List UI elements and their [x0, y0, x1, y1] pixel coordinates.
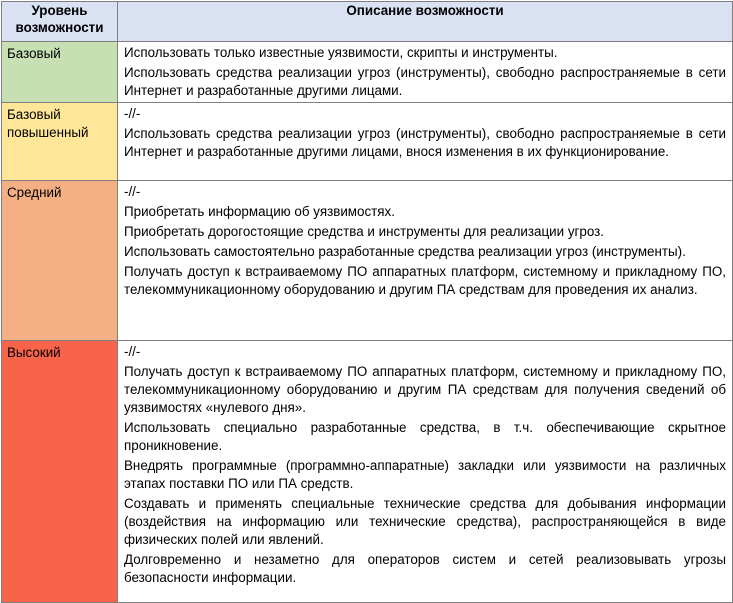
capability-item: -//-	[124, 106, 141, 121]
capability-item: Приобретать информацию об уязвимостях.	[124, 204, 395, 219]
capability-item: Получать доступ к встраиваемому ПО аппаратных платформ, системному и прикладному ПО, телекоммуникационному оборудованию и другим ПА средствам для получения сведений об уязвимостях «нулевого дня».	[124, 364, 726, 415]
capability-item: Получать доступ к встраиваемому ПО аппаратных платформ, системному и прикладному ПО, телекоммуникационному оборудованию и другим ПА средствам для проведения их анализ.	[124, 264, 726, 297]
level-cell-basic-plus: Базовый повышенный	[2, 103, 118, 181]
description-cell	[118, 181, 733, 341]
level-cell-basic: Базовый	[2, 42, 118, 103]
capability-item: Использовать только известные уязвимости, скрипты и инструменты.	[124, 45, 558, 60]
capability-item: -//-	[124, 184, 141, 199]
capability-item: Использовать специально разработанные средства, в т.ч. обеспечивающие скрытное проникновение.	[124, 420, 726, 453]
capability-item: Использовать самостоятельно разработанные средства реализации угроз (инструменты).	[124, 244, 686, 259]
capabilities-table	[1, 1, 733, 603]
capability-item: Использовать средства реализации угроз (инструменты), свободно распространяемые в сети Интернет и разработанные другими лицами.	[124, 65, 726, 98]
level-cell-high: Высокий	[2, 341, 118, 603]
table-row	[2, 181, 733, 341]
capability-item: Долговременно и незаметно для операторов систем и сетей реализовывать угрозы безопасности информации.	[124, 552, 726, 585]
capability-item: Создавать и применять специальные технические средства для добывания информации (воздействия на информацию или технические средства), распространяющейся в виде физических полей или явлений.	[124, 496, 726, 547]
header-level: Уровень возможности	[2, 2, 118, 42]
description-cell	[118, 103, 733, 181]
level-cell-medium: Средний	[2, 181, 118, 341]
description-cell	[118, 341, 733, 603]
capability-item: Внедрять программные (программно-аппаратные) закладки или уязвимости на различных этапах поставки ПО или ПА средств.	[124, 458, 726, 491]
table-header-row	[2, 2, 733, 42]
header-description: Описание возможности	[118, 2, 733, 42]
table-row	[2, 42, 733, 103]
description-cell	[118, 42, 733, 103]
table-row	[2, 341, 733, 603]
capability-item: -//-	[124, 344, 141, 359]
capability-item: Использовать средства реализации угроз (инструменты), свободно распространяемые в сети Интернет и разработанные другими лицами, внося изменения в их функционирование.	[124, 126, 726, 159]
table-row	[2, 103, 733, 181]
capability-item: Приобретать дорогостоящие средства и инструменты для реализации угроз.	[124, 224, 605, 239]
